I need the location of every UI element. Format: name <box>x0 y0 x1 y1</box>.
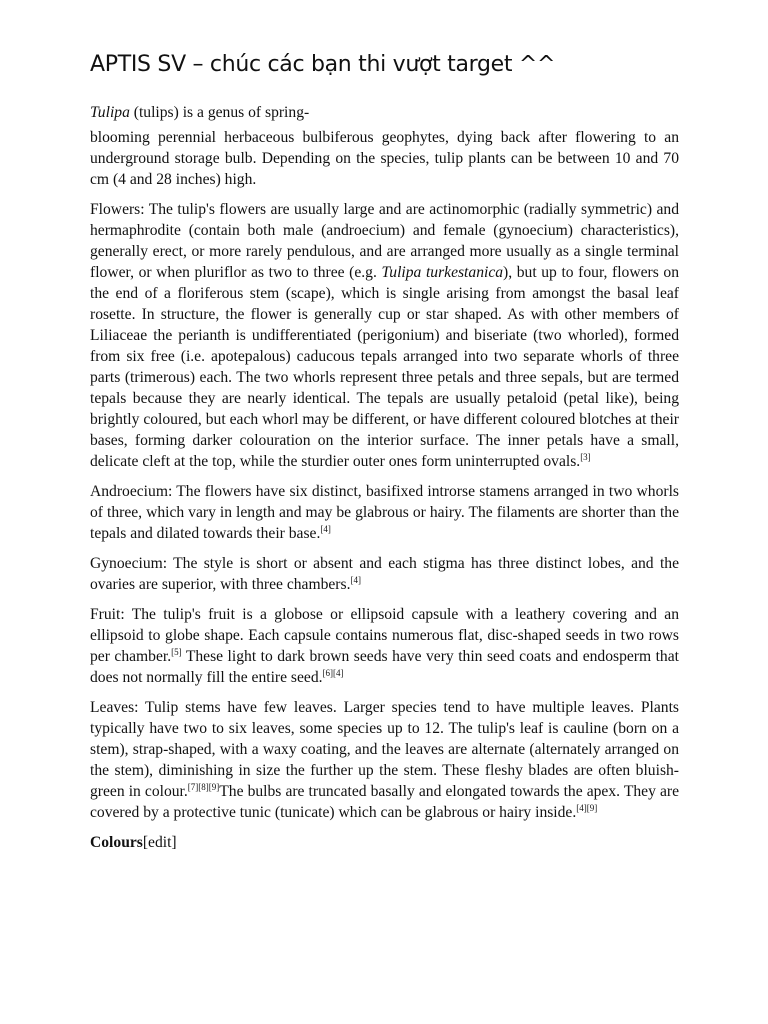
intro-paragraph <box>90 102 679 123</box>
page-title: APTIS SV – chúc các bạn thi vượt target ^^ <box>90 52 556 77</box>
fruit-paragraph <box>90 604 679 688</box>
description-paragraph <box>90 127 679 190</box>
flowers-text-start: Flowers: The tulip's flowers are usually large and are actinomorphic (radially symmetric) and hermaphrodite (contain both male (androecium) and female (gynoecium) characteristics), generally erect, or more rarely pendulous, and are arranged more usually as a single terminal flower, or when pluriflor as two to three (e.g. <box>90 201 679 281</box>
description-text: blooming perennial herbaceous bulbiferous geophytes, dying back after flowering to an underground storage bulb. Depending on the species, tulip plants can be between 10 and 70 cm (4 and 28 inches) high. <box>90 129 679 188</box>
citation-link[interactable]: [4] <box>320 523 331 534</box>
androecium-text: Androecium: The flowers have six distinct, basifixed introrse stamens arranged in two whorls of three, which vary in length and may be glabrous or hairy. The filaments are shorter than the tepals and dilated towards their base. <box>90 483 679 542</box>
citation-link[interactable]: [7][8][9] <box>187 781 220 792</box>
gynoecium-text: Gynoecium: The style is short or absent and each stigma has three distinct lobes, and the ovaries are superior, with three chambers. <box>90 555 679 593</box>
citation-link[interactable]: [4] <box>350 574 361 585</box>
edit-link[interactable]: [edit] <box>142 834 177 851</box>
section-heading <box>90 832 679 853</box>
citation-link[interactable]: [4][9] <box>576 802 598 813</box>
gynoecium-paragraph <box>90 553 679 595</box>
flowers-paragraph <box>90 199 679 472</box>
leaves-text-end: The bulbs are truncated basally and elongated towards the apex. They are covered by a protective tunic (tunicate) which can be glabrous or hairy inside. <box>90 783 679 821</box>
leaves-text-start: Leaves: Tulip stems have few leaves. Larger species tend to have multiple leaves. Plants typically have two to six leaves, some species up to 12. The tulip's leaf is cauline (born on a stem), strap-shaped, with a waxy coating, and the leaves are alternate (alternately arranged on the stem), diminishing in size the further up the stem. These fleshy blades are often bluish-green in colour. <box>90 699 679 800</box>
citation-link[interactable]: [5] <box>171 646 182 657</box>
fruit-text-start: Fruit: The tulip's fruit is a globose or ellipsoid capsule with a leathery covering and an ellipsoid to globe shape. Each capsule contains numerous flat, disc-shaped seeds in two rows per chamber. <box>90 606 679 665</box>
document-page <box>90 48 679 862</box>
intro-text: (tulips) is a genus of spring- <box>129 104 310 121</box>
leaves-paragraph <box>90 697 679 823</box>
citation-link[interactable]: [6][4] <box>322 667 344 678</box>
fruit-text-end: These light to dark brown seeds have very thin seed coats and endosperm that does not normally fill the entire seed. <box>90 648 679 686</box>
section-title: Colours <box>90 834 143 851</box>
androecium-paragraph <box>90 481 679 544</box>
citation-link[interactable]: [3] <box>580 451 591 462</box>
genus-name: Tulipa <box>90 104 130 121</box>
flowers-text-end: ), but up to four, flowers on the end of a floriferous stem (scape), which is single arising from amongst the basal leaf rosette. In structure, the flower is generally cup or star shaped. As with other members of Liliaceae the perianth is undifferentiated (perigonium) and biseriate (two whorled), formed from six free (i.e. apotepalous) caducous tepals arranged into two separate whorls of three parts (trimerous) each. The two whorls represent three petals and three sepals, but are termed tepals because they are nearly identical. The tepals are usually petaloid (petal like), being brightly coloured, but each whorl may be different, or have different coloured blotches at their bases, forming darker colouration on the interior surface. The inner petals have a small, delicate cleft at the top, while the sturdier outer ones form uninterrupted ovals. <box>90 264 679 470</box>
species-name: Tulipa turkestanica <box>381 264 504 281</box>
